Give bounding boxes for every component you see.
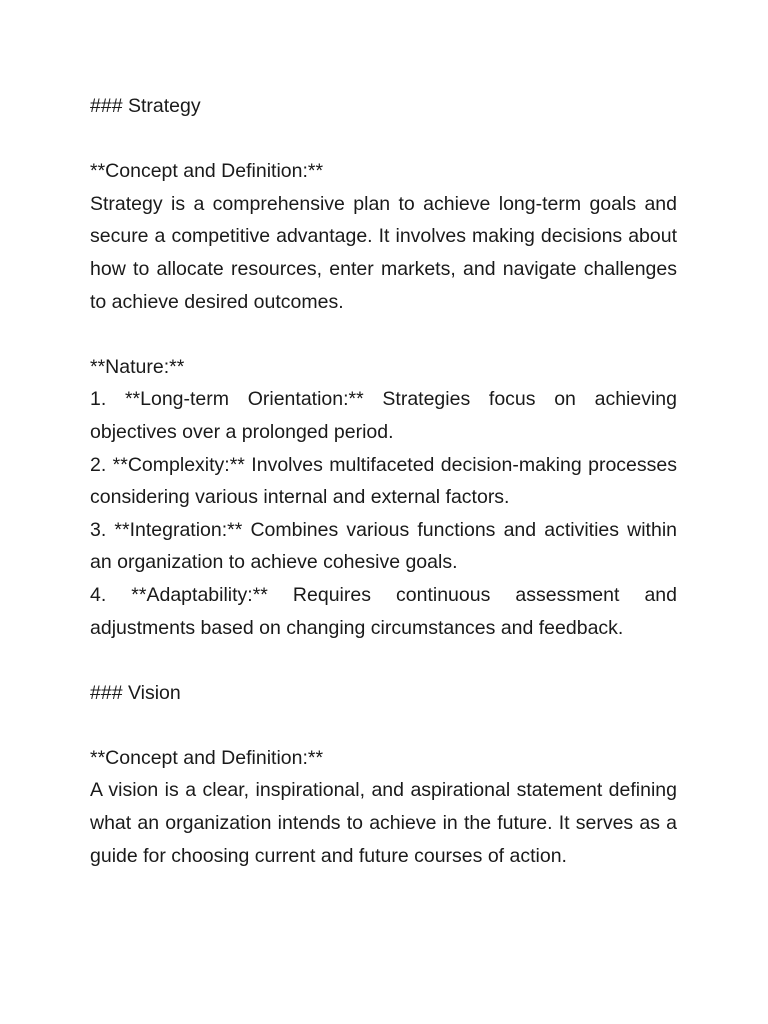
spacer [90, 318, 677, 351]
spacer [90, 644, 677, 677]
strategy-heading: ### Strategy [90, 95, 201, 117]
nature-item-long-term: 1. **Long-term Orientation:** Strategies focus on achieving objectives over a prolonged period. [90, 388, 677, 443]
strategy-nature-heading: **Nature:** [90, 355, 185, 378]
strategy-definition-text: Strategy is a comprehensive plan to achieve long-term goals and secure a competitive advantage. It involves making decisions about how to allocate resources, enter markets, and navigate challenges to achieve desired outcomes. [90, 192, 677, 313]
vision-heading: ### Vision [90, 681, 181, 704]
spacer [90, 123, 677, 156]
nature-item-integration: 3. **Integration:** Combines various functions and activities within an organization to achieve cohesive goals. [90, 518, 677, 574]
vision-definition-text: A vision is a clear, inspirational, and aspirational statement defining what an organization intends to achieve in the future. It serves as a guide for choosing current and future courses of action. [90, 779, 677, 867]
spacer [90, 709, 677, 742]
vision-definition-heading: **Concept and Definition:** [90, 746, 324, 769]
nature-item-complexity: 2. **Complexity:** Involves multifaceted decision-making processes considering various internal and external factors. [90, 453, 677, 509]
nature-item-adaptability: 4. **Adaptability:** Requires continuous assessment and adjustments based on changing circumstances and feedback. [90, 583, 677, 639]
document-page [90, 90, 677, 872]
strategy-definition-heading: **Concept and Definition:** [90, 160, 324, 183]
